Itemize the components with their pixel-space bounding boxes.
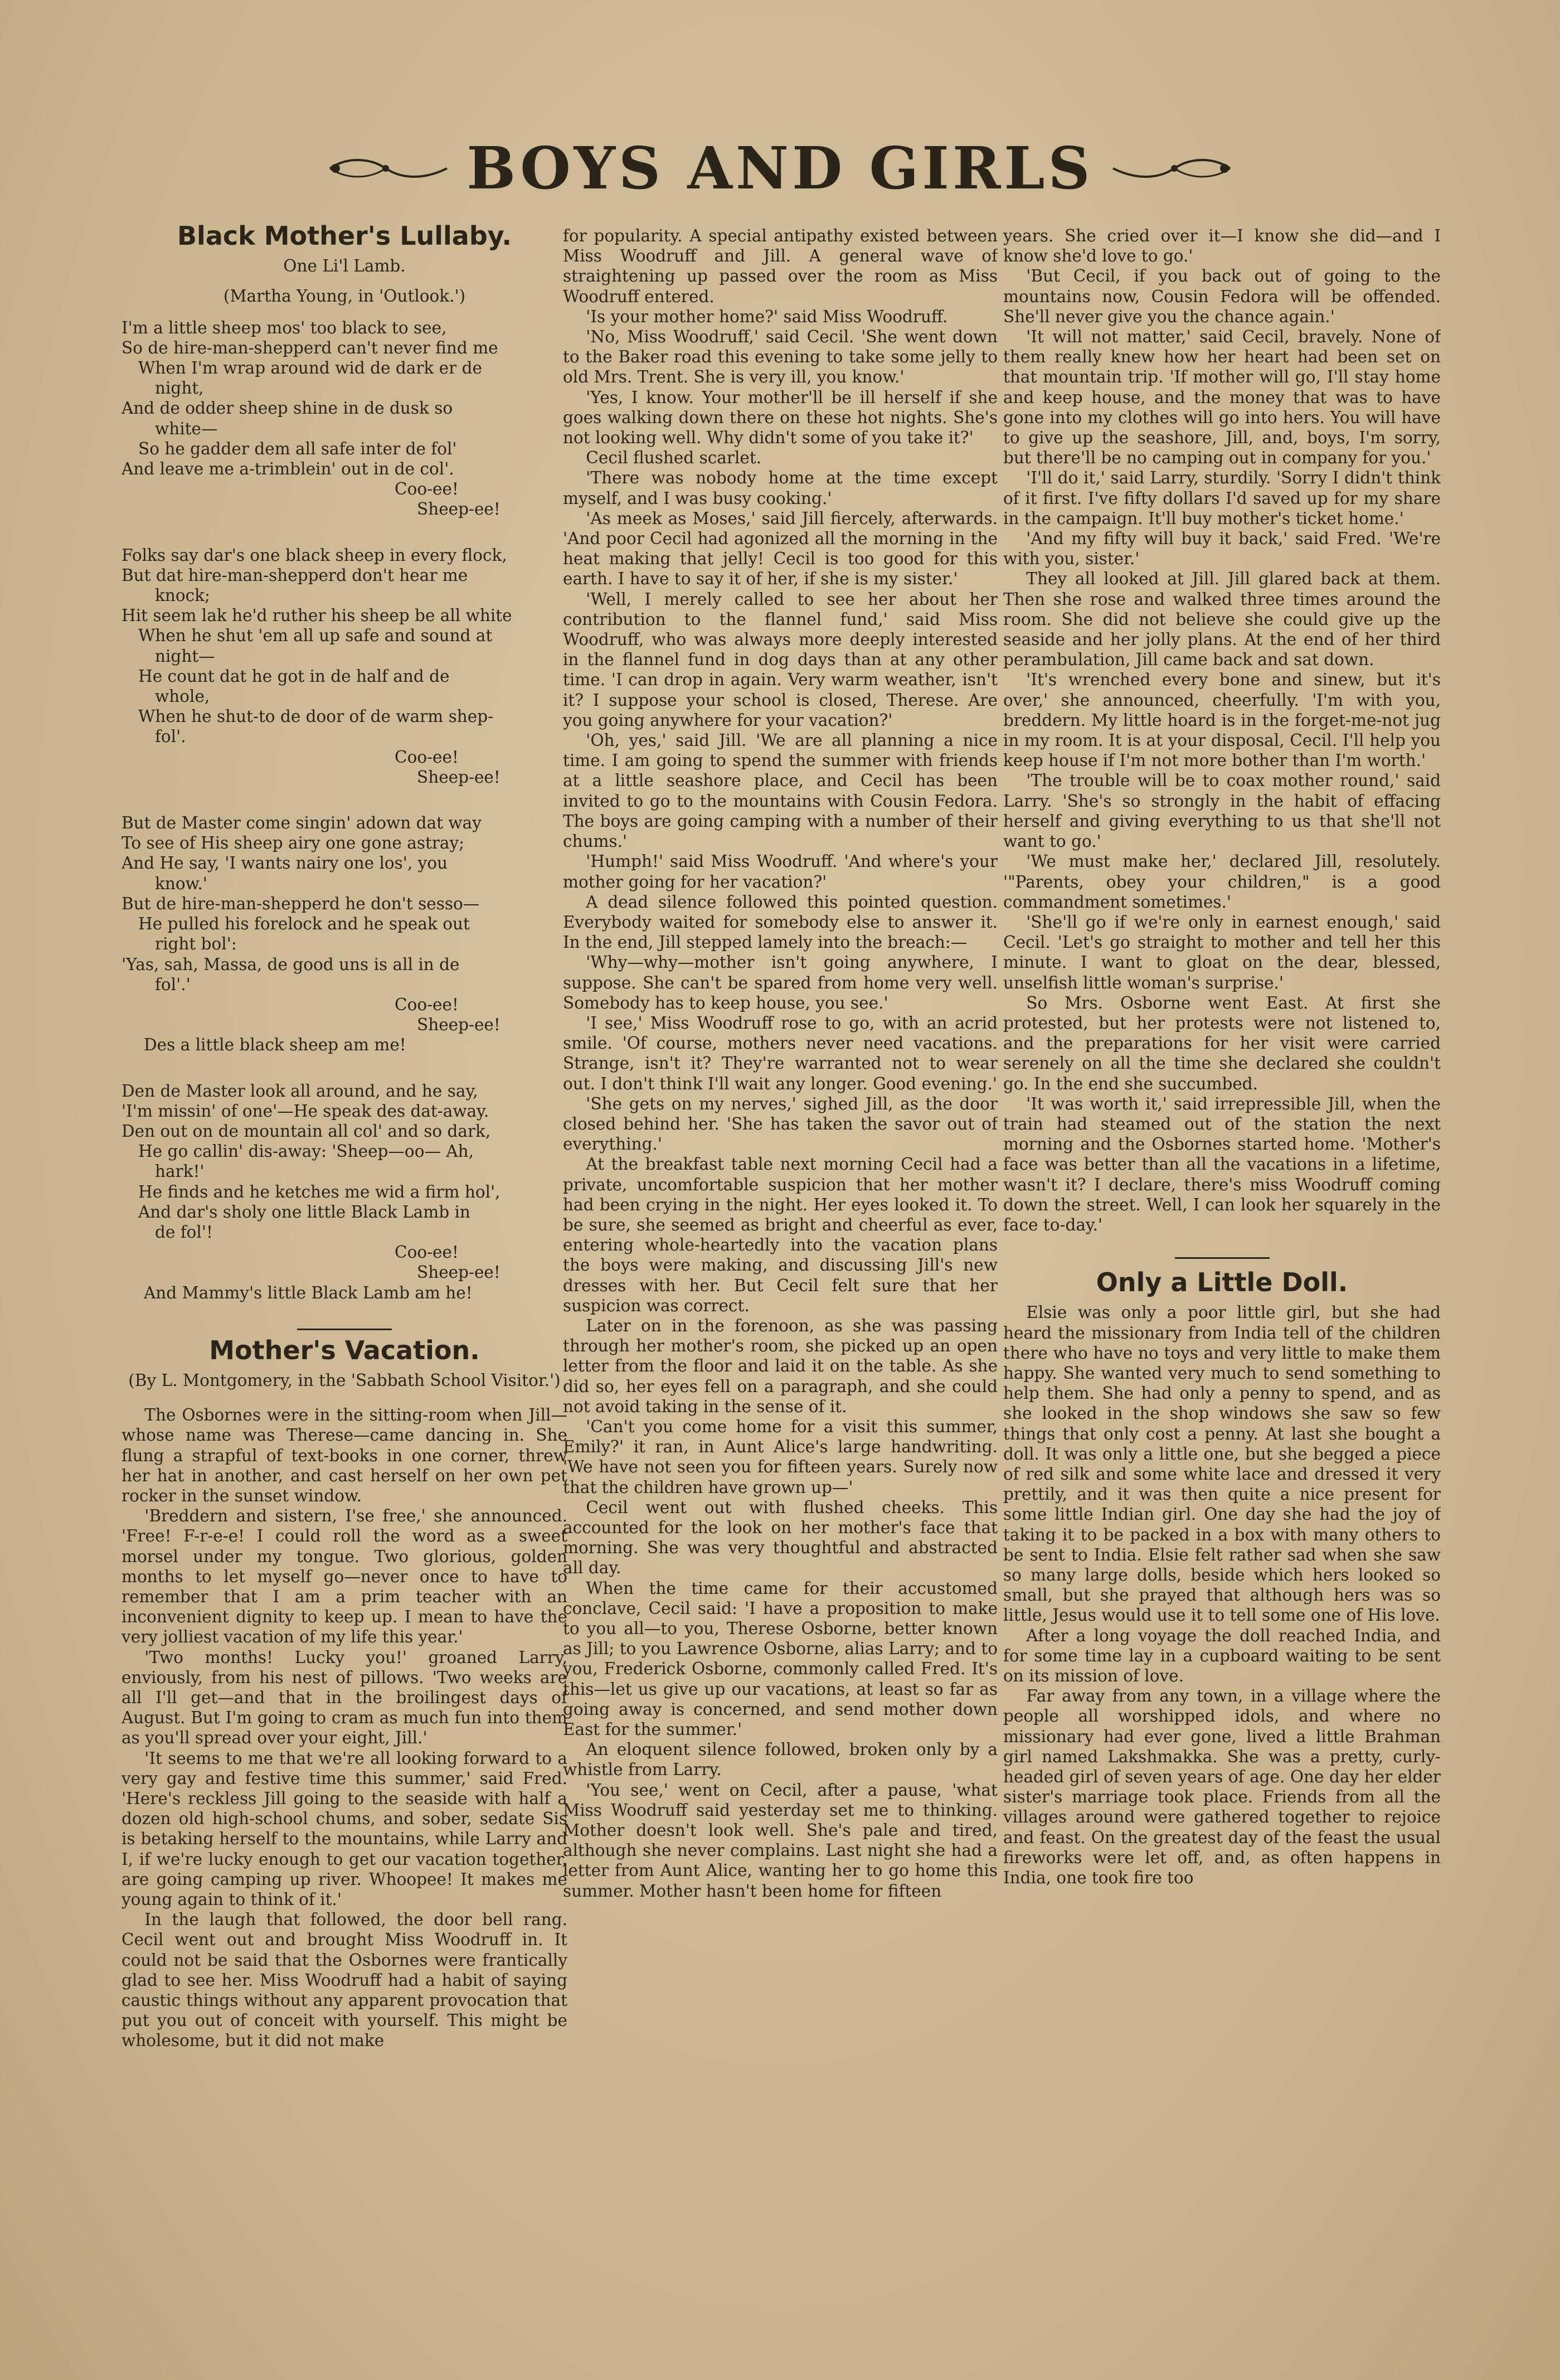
paragraph: They all looked at Jill. Jill glared back at them. Then she rose and walked three times around the room. She did not believe she could give up the seaside and her jolly plans. At the end of her third perambulation, Jill came back and sat down.: [1003, 569, 1441, 670]
paragraph: Later on in the forenoon, as she was passing through her mother's room, she picked up an open letter from the floor and laid it on the table. As she did so, her eyes fell on a paragraph, and she could not avoid taking in the sense of it.: [563, 1316, 998, 1416]
paragraph: After a long voyage the doll reached India, and for some time lay in a cupboard waiting to be sent on its mission of love.: [1003, 1626, 1441, 1686]
poem-line: night,: [155, 379, 204, 398]
paragraph: 'Can't you come home for a visit this summer, Emily?' it ran, in Aunt Alice's large handwriting. 'We have not seen you for fifteen years. Surely now that the children have grown up—': [563, 1417, 998, 1497]
left-flourish-ornament: [324, 154, 453, 182]
poem-line: But de hire-man-shepperd he don't sesso—: [122, 894, 480, 913]
paragraph: 'Well, I merely called to see her about her contribution to the flannel fund,' said Miss Woodruff, who was always more deeply interested in the flannel fund in dog days than at any other time. 'I can drop in again. Very warm weather, isn't it? I suppose your school is closed, Therese. Are you going anywhere for your vacation?': [563, 589, 998, 730]
poem-line: Des a little black sheep am me!: [144, 1035, 406, 1055]
poem-line: right bol':: [155, 934, 237, 954]
paragraph: 'Two months! Lucky you!' groaned Larry, enviously, from his nest of pillows. 'Two weeks are all I'll get—and that in the broilingest days of August. But I'm going to cram as much fun into them as you'll spread over your eight, Jill.': [122, 1647, 567, 1748]
poem-line: When he shut 'em all up safe and sound at: [138, 626, 493, 646]
paragraph: So Mrs. Osborne went East. At first she protested, but her protests were not listened to, and the preparations for her visit were carried serenely on all the time she declared she couldn't go. In the end she succumbed.: [1003, 993, 1441, 1093]
poem-line: de fol'!: [155, 1222, 213, 1242]
poem-line: Den out on de mountain all col' and so dark,: [122, 1121, 491, 1141]
paragraph: 'As meek as Moses,' said Jill fiercely, afterwards. 'And poor Cecil had agonized all the morning in the heat making that jelly! Cecil is too good for this earth. I have to say it of her, if she is my sister.': [563, 508, 998, 589]
lullaby-poem: [122, 318, 567, 1303]
poem-line: fol'.: [155, 727, 186, 747]
paragraph: 'It will not matter,' said Cecil, bravely. None of them really knew how her heart had been set on that mountain trip. 'If mother will go, I'll stay home and keep house, and the money that was to have gone into my clothes will go into hers. You will have to give up the seashore, Jill, and, boys, I'm sorry, but there'll be no camping out in company for you.': [1003, 327, 1441, 468]
paragraph: The Osbornes were in the sitting-room when Jill—whose name was Therese—came dancing in. She flung a strapful of text-books in one corner, threw her hat in another, and cast herself on her own pet rocker in the sunset window.: [122, 1405, 567, 1505]
paragraph: 'It was worth it,' said irrepressible Jill, when the train had steamed out of the station the next morning and the Osbornes started home. 'Mother's face was better than all the vacations in a lifetime, wasn't it? I declare, there's miss Woodruff coming down the street. Well, I can look her squarely in the face to-day.': [1003, 1094, 1441, 1234]
poem-line: And dar's sholy one little Black Lamb in: [138, 1202, 470, 1221]
vacation-text-part-1: [122, 1405, 567, 2051]
poem-line: But dat hire-man-shepperd don't hear me: [122, 565, 468, 585]
poem-line: white—: [155, 419, 218, 438]
paragraph: 'Why—why—mother isn't going anywhere, I suppose. She can't be spared from home very well. Somebody has to keep house, you see.': [563, 953, 998, 1012]
poem-line: To see of His sheep airy one gone astray;: [122, 833, 465, 853]
paragraph: 'No, Miss Woodruff,' said Cecil. 'She went down to the Baker road this evening to take some jelly to old Mrs. Trent. She is very ill, you know.': [563, 327, 998, 387]
vacation-text-part-2: [563, 226, 998, 1901]
poem-line: Den de Master look all around, and he say,: [122, 1081, 478, 1101]
paragraph: 'We must make her,' declared Jill, resolutely. '"Parents, obey your children," is a good commandment sometimes.': [1003, 852, 1441, 912]
paragraph: Far away from any town, in a village where the people all worshipped idols, and where no missionary had ever gone, lived a little Brahman girl named Lakshmakka. She was a pretty, curly-headed girl of seven years of age. One day her elder sister's marriage took place. Friends from all the villages around were gathered together to rejoice and feast. On the greatest day of the feast the usual fireworks were let off, and, as often happens in India, one took fire too: [1003, 1686, 1441, 1888]
poem-stanza: [122, 318, 567, 520]
poem-line: So he gadder dem all safe inter de fol': [138, 439, 457, 458]
section-divider: [1175, 1257, 1270, 1259]
poem-line: And He say, 'I wants nairy one los', you: [122, 854, 448, 873]
poem-line: So de hire-man-shepperd can't never find me: [122, 338, 498, 357]
poem-stanza: [122, 813, 567, 1055]
poem-line: And leave me a-trimblein' out in de col'.: [122, 459, 454, 479]
poem-line: Hit seem lak he'd ruther his sheep be all white: [122, 606, 512, 626]
poem-stanza: [122, 545, 567, 787]
poem-line: Sheep-ee!: [417, 767, 500, 787]
poem-line: Folks say dar's one black sheep in every flock,: [122, 545, 507, 565]
vacation-byline: (By L. Montgomery, in the 'Sabbath School Visitor.'): [128, 1370, 561, 1390]
lullaby-subtitle: One Li'l Lamb.: [283, 256, 406, 276]
poem-line: whole,: [155, 687, 210, 706]
paragraph: 'And my fifty will buy it back,' said Fred. 'We're with you, sister.': [1003, 529, 1441, 569]
paragraph: 'Breddern and sistern, I'se free,' she announced. 'Free! F-r-e-e! I could roll the word as a sweet morsel under my tongue. Two glorious, golden months to let myself go—never once to have to remember that I am a prim teacher with an inconvenient dignity to keep up. I mean to have the very jolliest vacation of my life this year.': [122, 1506, 567, 1647]
paragraph: 'It seems to me that we're all looking forward to a very gay and festive time this summer,' said Fred. 'Here's reckless Jill going to the seaside with half a dozen old high-school chums, and sober, sedate Sis is betaking herself to the mountains, while Larry and I, if we're lucky enough to get our vacation together, are going camping up river. Whoopee! It makes me young again to think of it.': [122, 1748, 567, 1909]
poem-line: Coo-ee!: [395, 747, 459, 767]
poem-line: Coo-ee!: [395, 479, 459, 499]
column-2: [563, 226, 998, 2339]
vacation-title: Mother's Vacation.: [209, 1335, 480, 1365]
poem-line: hark!': [155, 1162, 205, 1181]
paragraph: When the time came for their accustomed conclave, Cecil said: 'I have a proposition to make to you all—to you, Therese Osborne, better known as Jill; to you Lawrence Osborne, alias Larry; and to you, Frederick Osborne, commonly called Fred. It's this—let us give up our vacations, at least so far as going away is concerned, and send mother down East for the summer.': [563, 1578, 998, 1739]
poem-line: fol'.': [155, 975, 191, 994]
paragraph: 'Is your mother home?' said Miss Woodruff.: [586, 307, 948, 326]
section-divider: [297, 1329, 392, 1330]
paragraph: 'You see,' went on Cecil, after a pause, 'what Miss Woodruff said yesterday set me to thinking. Mother doesn't look well. She's pale and tired, although she never complains. Last night she had a letter from Aunt Alice, wanting her to go home this summer. Mother hasn't been home for fifteen: [563, 1780, 998, 1901]
poem-line: I'm a little sheep mos' too black to see,: [122, 318, 447, 337]
paragraph: 'Humph!' said Miss Woodruff. 'And where's your mother going for her vacation?': [563, 852, 998, 891]
poem-line: When he shut-to de door of de warm shep-: [138, 707, 494, 726]
poem-line: Sheep-ee!: [417, 500, 500, 519]
poem-line: When I'm wrap around wid de dark er de: [138, 358, 482, 378]
column-3: [1003, 226, 1441, 2339]
paragraph: At the breakfast table next morning Cecil had a private, uncomfortable suspicion that her mother had been crying in the night. Her eyes looked it. To be sure, she seemed as bright and cheerful as ever, entering whole-heartedly into the vacation plans the boys were making, and discussing Jill's new dresses with her. But Cecil felt sure that her suspicion was correct.: [563, 1155, 998, 1315]
poem-line: He pulled his forelock and he speak out: [138, 914, 470, 934]
paragraph: 'The trouble will be to coax mother round,' said Larry. 'She's so strongly in the habit of effacing herself and giving everything to us that she'll not want to go.': [1003, 771, 1441, 851]
poem-line: 'Yas, sah, Massa, de good uns is all in de: [122, 954, 460, 974]
paragraph: Cecil went out with flushed cheeks. This accounted for the look on her mother's face that morning. She was very thoughtful and abstracted all day.: [563, 1497, 998, 1578]
column-1: [122, 220, 567, 2333]
page-heading: BOYS AND GIRLS: [466, 134, 1094, 202]
paragraph: In the laugh that followed, the door bell rang. Cecil went out and brought Miss Woodruff in. It could not be said that the Osbornes were frantically glad to see her. Miss Woodruff had a habit of saying caustic things without any apparent provocation that put you out of conceit with yourself. This might be wholesome, but it did not make: [122, 1910, 567, 2051]
poem-line: He finds and he ketches me wid a firm hol',: [138, 1182, 500, 1201]
poem-line: Sheep-ee!: [417, 1015, 500, 1035]
poem-line: And de odder sheep shine in de dusk so: [122, 399, 453, 418]
paragraph: 'Oh, yes,' said Jill. 'We are all planning a nice time. I am going to spend the summer with friends at a little seashore place, and Cecil has been invited to go to the mountains with Cousin Fedora. The boys are going camping with a number of their chums.': [563, 731, 998, 851]
doll-story-text: [1003, 1302, 1441, 1888]
poem-line: Sheep-ee!: [417, 1263, 500, 1282]
poem-line: And Mammy's little Black Lamb am he!: [144, 1283, 473, 1302]
poem-line: know.': [155, 874, 207, 893]
poem-stanza: [122, 1081, 567, 1303]
poem-line: Coo-ee!: [395, 995, 459, 1014]
poem-line: night—: [155, 646, 215, 666]
paragraph: 'I see,' Miss Woodruff rose to go, with an acrid smile. 'Of course, mothers never need vacations. Strange, isn't it? They're warranted not to wear out. I don't think I'll wait any longer. Good evening.': [563, 1013, 998, 1093]
section-header: [0, 134, 1560, 206]
poem-line: knock;: [155, 586, 210, 605]
paragraph: 'There was nobody home at the time except myself, and I was busy cooking.': [563, 468, 998, 508]
paragraph: years. She cried over it—I know she did—and I know she'd love to go.': [1003, 226, 1441, 266]
paragraph: A dead silence followed this pointed question. Everybody waited for somebody else to answer it. In the end, Jill stepped lamely into the breach:—: [563, 892, 998, 952]
lullaby-byline: (Martha Young, in 'Outlook.'): [223, 287, 466, 306]
poem-line: He go callin' dis-away: 'Sheep—oo— Ah,: [138, 1142, 474, 1161]
poem-line: 'I'm missin' of one'—He speak des dat-away.: [122, 1101, 489, 1121]
paragraph: An eloquent silence followed, broken only by a whistle from Larry.: [563, 1740, 998, 1780]
vacation-text-part-3: [1003, 226, 1441, 1235]
paragraph: Cecil flushed scarlet.: [586, 448, 762, 468]
poem-line: Coo-ee!: [395, 1243, 459, 1262]
paragraph: 'She'll go if we're only in earnest enough,' said Cecil. 'Let's go straight to mother and tell her this minute. I want to gloat on the dear, blessed, unselfish little woman's surprise.': [1003, 912, 1441, 992]
paragraph: 'It's wrenched every bone and sinew, but it's over,' she announced, cheerfully. 'I'm with you, breddern. My little hoard is in the forget-me-not jug in my room. It is at your disposal, Cecil. I'll help you keep house if I'm not more bother than I'm worth.': [1003, 670, 1441, 770]
paragraph: for popularity. A special antipathy existed between Miss Woodruff and Jill. A general wave of straightening up passed over the room as Miss Woodruff entered.: [563, 226, 998, 306]
right-flourish-ornament: [1107, 154, 1236, 182]
poem-line: He count dat he got in de half and de: [138, 666, 450, 686]
paragraph: 'But Cecil, if you back out of going to the mountains now, Cousin Fedora will be offended. She'll never give you the chance again.': [1003, 266, 1441, 326]
paragraph: 'Yes, I know. Your mother'll be ill herself if she goes walking down there on these hot nights. She's not looking well. Why didn't some of you take it?': [563, 387, 998, 448]
paragraph: Elsie was only a poor little girl, but she had heard the missionary from India tell of the children there who have no toys and very little to make them happy. She wanted very much to send something to help them. She had only a penny to spend, and as she looked in the shop windows she saw so few things that only cost a penny. At last she bought a doll. It was only a little one, but she begged a piece of red silk and some white lace and dressed it very prettily, and it was then quite a nice present for some little Indian girl. One day she had the joy of taking it to be packed in a box with many others to be sent to India. Elsie felt rather sad when she saw so many large dolls, beside which hers looked so small, but she prayed that although hers was so little, Jesus would use it to tell some one of His love.: [1003, 1303, 1441, 1625]
poem-line: But de Master come singin' adown dat way: [122, 813, 482, 833]
doll-title: Only a Little Doll.: [1096, 1267, 1348, 1298]
lullaby-title: Black Mother's Lullaby.: [177, 221, 512, 251]
paragraph: 'She gets on my nerves,' sighed Jill, as the door closed behind her. 'She has taken the savor out of everything.': [563, 1094, 998, 1154]
paragraph: 'I'll do it,' said Larry, sturdily. 'Sorry I didn't think of it first. I've fifty dollars I'd saved up for my share in the campaign. It'll buy mother's ticket home.': [1003, 468, 1441, 528]
